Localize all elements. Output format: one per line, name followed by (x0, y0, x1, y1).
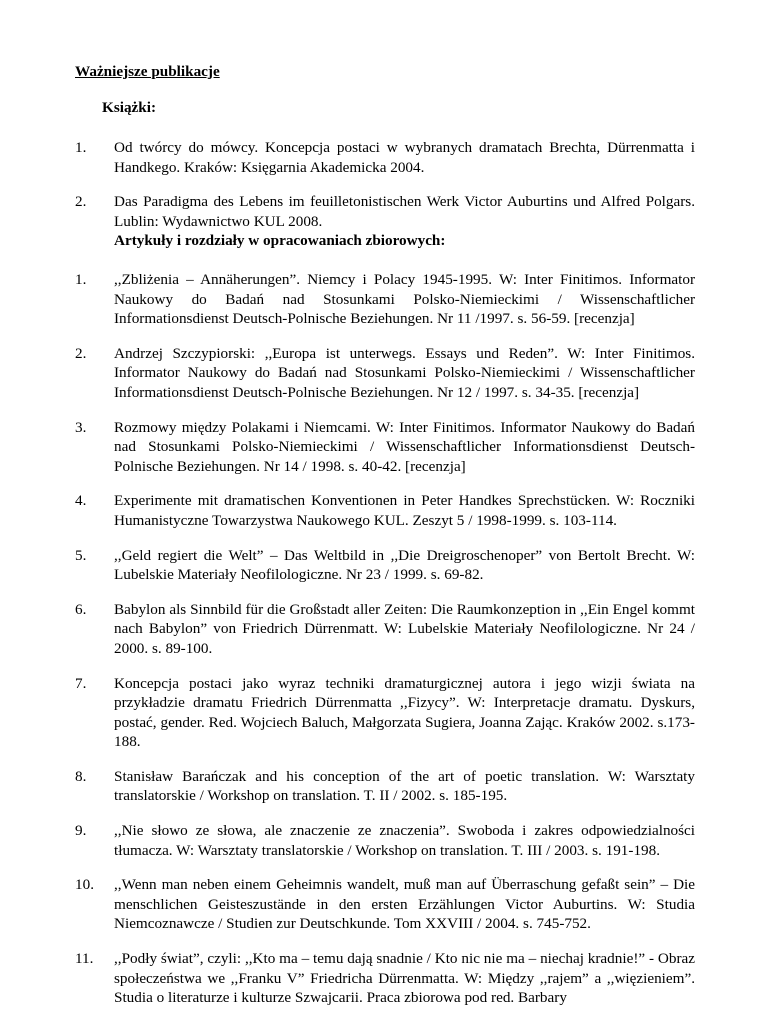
list-item (75, 674, 695, 752)
list-item-number: 3. (75, 418, 87, 436)
page-title: Ważniejsze publikacje (75, 63, 220, 80)
list-item-text: Stanisław Barańczak and his conception of the art of poetic translation. W: Warsztaty translatorskie / Workshop on translation. T. II / 2002. s. 185-195. (114, 767, 695, 805)
list-item (75, 821, 695, 860)
list-item (75, 491, 695, 530)
list-item-text: Experimente mit dramatischen Konventionen in Peter Handkes Sprechstücken. W: Roczniki Humanistyczne Towarzystwa Naukowego KUL. Zeszyt 5 / 1998-1999. s. 103-114. (114, 492, 695, 529)
list-item-text: Babylon als Sinnbild für die Großstadt aller Zeiten: Die Raumkonzeption in ,,Ein Engel kommt nach Babylon” von Friedrich Dürrenmatt. W: Lubelskie Materiały Neofilologiczne. Nr 24 / 2000. s. 89-100. (114, 600, 695, 657)
list-item-number: 4. (75, 492, 87, 510)
list-item-text: ,,Zbliżenia – Annäherungen”. Niemcy i Polacy 1945-1995. W: Inter Finitimos. Informator Naukowy do Badań nad Stosunkami Polsko-Niemieckimi / Wissenschaftlicher Informationsdienst Deutsch-Polnische Beziehungen. Nr 11 /1997. s. 56-59. [recenzja] (114, 271, 695, 328)
list-item (75, 875, 695, 934)
list-item-number: 10. (75, 876, 94, 894)
list-item (75, 138, 695, 177)
list-item (75, 418, 695, 477)
list-item (75, 344, 695, 403)
list-item-number: 6. (75, 600, 87, 618)
list-item (75, 767, 695, 806)
list-item-number: 5. (75, 546, 87, 564)
books-section-heading: Książki: (102, 99, 157, 116)
list-item-number: 11. (75, 950, 94, 968)
list-item-number: 9. (75, 822, 87, 840)
list-item-text: ,,Wenn man neben einem Geheimnis wandelt, muß man auf Überraschung gefaßt sein” – Die menschlichen Geisteszustände in den ersten Erzählungen Victor Auburtins. W: Studia Niemcoznawcze / Studien zur Deutschkunde. Tom XXVIII / 2004. s. 745-752. (114, 876, 695, 933)
list-item (75, 949, 695, 1008)
list-item-text: Rozmowy między Polakami i Niemcami. W: Inter Finitimos. Informator Naukowy do Badań nad Stosunkami Polsko-Niemieckimi / Wissenschaftlicher Informationsdienst Deutsch-Polnische Beziehungen. Nr 14 / 1998. s. 40-42. [recenzja] (114, 418, 695, 475)
list-item-text: Koncepcja postaci jako wyraz techniki dramaturgicznej autora i jego wizji świata na przykładzie dramatu Friedrich Dürrenmatta ,,Fizycy”. W: Interpretacje dramatu. Dyskurs, postać, gender. Red. Wojciech Baluch, Małgorzata Sugiera, Joanna Zając. Kraków 2002. s.173-188. (114, 674, 695, 751)
articles-list (75, 270, 695, 1023)
list-item-text: ,,Nie słowo ze słowa, ale znaczenie ze znaczenia”. Swoboda i zakres odpowiedzialności tłumacza. W: Warsztaty translatorskie / Workshop on translation. T. III / 2003. s. 191-198. (114, 822, 695, 859)
list-item-text: ,,Geld regiert die Welt” – Das Weltbild in ,,Die Dreigroschenoper” von Bertolt Brecht. W: Lubelskie Materiały Neofilologiczne. Nr 23 / 1999. s. 69-82. (114, 546, 695, 584)
list-item-number: 2. (75, 193, 87, 211)
list-item (75, 546, 695, 585)
list-item (75, 192, 695, 231)
list-item-number: 2. (75, 344, 87, 362)
list-item-number: 1. (75, 139, 87, 156)
list-item-number: 7. (75, 674, 87, 692)
list-item-number: 1. (75, 271, 87, 288)
list-item-text: Od twórcy do mówcy. Koncepcja postaci w wybranych dramatach Brechta, Dürrenmatta i Handkego. Kraków: Księgarnia Akademicka 2004. (114, 139, 695, 176)
list-item-text: Das Paradigma des Lebens im feuilletonistischen Werk Victor Auburtins und Alfred Polgars. Lublin: Wydawnictwo KUL 2008. (114, 193, 695, 230)
list-item-text: ,,Podły świat”, czyli: ,,Kto ma – temu dają snadnie / Kto nic nie ma – niechaj kradnie!” - Obraz społeczeństwa we ,,Franku V” Friedricha Dürrenmatta. W: Między ,,rajem” a ,,więzieniem”. Studia o literaturze i kulturze Szwajcarii. Praca zbiorowa pod red. Barbary (114, 950, 695, 1007)
list-item (75, 270, 695, 329)
articles-section-heading: Artykuły i rozdziały w opracowaniach zbiorowych: (114, 232, 446, 249)
list-item-number: 8. (75, 767, 87, 785)
list-item-text: Andrzej Szczypiorski: ,,Europa ist unterwegs. Essays und Reden”. W: Inter Finitimos. Informator Naukowy do Badań nad Stosunkami Polsko-Niemieckimi / Wissenschaftlicher Informationsdienst Deutsch-Polnische Beziehungen. Nr 12 / 1997. s. 34-35. [recenzja] (114, 344, 695, 401)
list-item (75, 600, 695, 659)
